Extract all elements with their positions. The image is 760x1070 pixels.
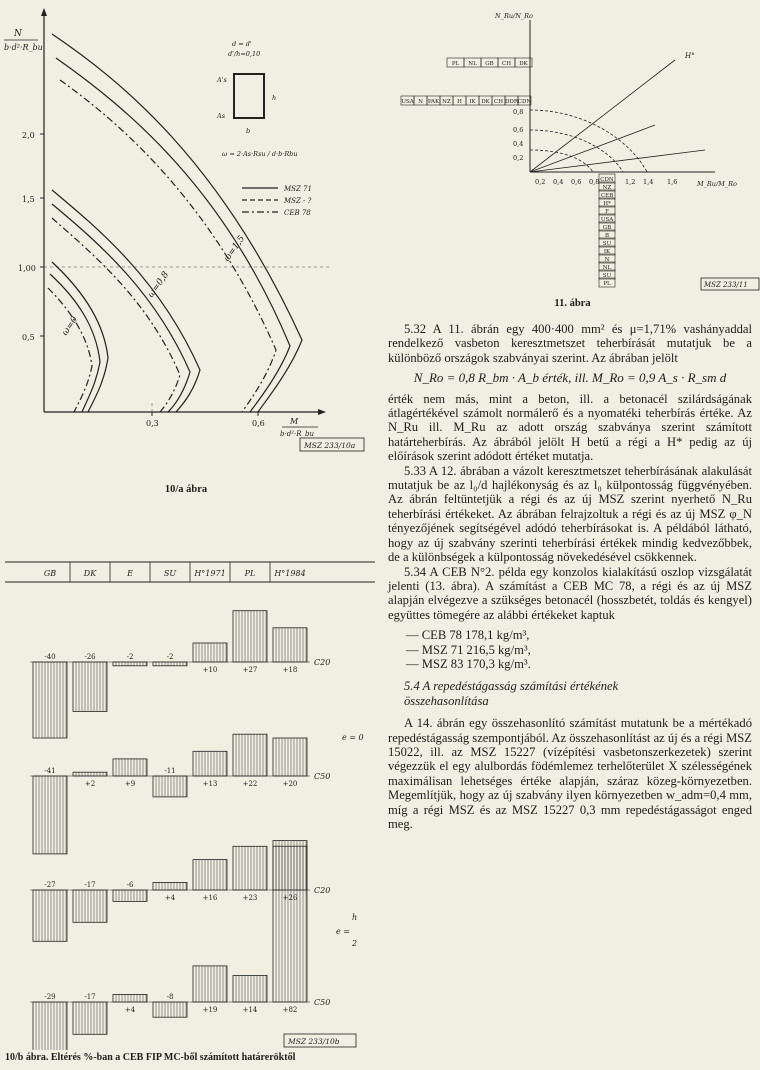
bar-hatch <box>76 890 106 922</box>
bar <box>33 1002 67 1050</box>
figure-10a-caption: 10/a ábra <box>164 484 208 495</box>
row-label: C20 <box>314 658 331 667</box>
country-label: SU <box>602 273 612 279</box>
bar <box>153 1002 187 1017</box>
x-tick: 0,2 <box>535 178 546 186</box>
bar <box>153 882 187 890</box>
legend <box>242 185 312 217</box>
paragraph: érték nem más, mint a beton, ill. a betonacél szilárdságának átlagértékével számolt normálerő és a nyomatéki teherbírás értéke. Az N_Ru ill. M_Ru az adott ország szabványa szerint számított határteherbírás. Az ábrából jelölt H betű a régi a H* pedig az új előírások szerint adódott értéket mutatja. <box>388 391 752 464</box>
bar-value-label: +19 <box>202 1006 218 1014</box>
x-tick: 0,8 <box>589 178 600 186</box>
x-tick: 1,6 <box>667 178 678 186</box>
bar-value-label: -41 <box>44 767 56 775</box>
bar <box>273 738 307 776</box>
bar-hatch <box>196 966 226 1002</box>
formula: N_Ro = 0,8 R_bm · A_b érték, ill. M_Ro = 0,9 A_s · R_sm d <box>413 370 727 386</box>
x-axis-label: M_Ru/M_Ro <box>697 180 737 188</box>
side-label: e = 0 <box>342 733 364 742</box>
bar-value-label: +27 <box>242 666 258 674</box>
bar <box>193 860 227 890</box>
bar-hatch <box>156 882 186 890</box>
bar <box>233 846 267 890</box>
bar <box>33 776 67 854</box>
legend-item: CEB 78 <box>284 209 311 217</box>
list-item: — CEB 78 178,1 kg/m³, <box>406 628 530 643</box>
list-item: — MSZ 71 216,5 kg/m³, <box>406 642 531 657</box>
paragraph: 5.33 A 12. ábrában a vázolt keresztmetszet teherbírásának alakulását mutatjuk be az l₀/d hajlékonyság és az l₀ külpontosság függvényében. Az ábrán feltüntetjük a régi és az új MSZ szerint nyerhető N_Ru teherbírási értékeket. Az ábrában felrajzoltuk a régi és az új MSZ φ_N tényezőjének segítségével adódó teherbírásokat is. A példából látható, hogy az új szabvány szerinti teherbírási értékek mindig kedvezőbbek, de a különbségek a külpontosság növekedésével csökkennek. <box>388 463 752 565</box>
figure-11 <box>385 0 760 300</box>
paragraph: 5.32 A 11. ábrán egy 400·400 mm² és μ=1,71% vashányaddal rendelkező vasbeton keresztmetszet teherbírását mutatjuk be a különböző országok szabványai szerint. Az ábrában jelölt <box>388 322 752 365</box>
column-header: E <box>127 569 133 578</box>
bar <box>73 662 107 711</box>
country-label: CH <box>493 99 504 105</box>
country-label: CEB <box>600 193 614 199</box>
y-tick: 0,6 <box>513 126 524 134</box>
bar-hatch <box>196 643 226 662</box>
bar-value-label: +14 <box>242 1006 258 1014</box>
bar-hatch <box>36 662 66 738</box>
country-label: NZ <box>442 99 451 105</box>
y-tick: 1,5 <box>22 195 35 204</box>
inset-note: b <box>246 127 251 135</box>
side-label: e = <box>336 927 350 936</box>
country-label: CDN <box>600 177 614 183</box>
bar-value-label: -17 <box>84 881 96 889</box>
figure-10b <box>0 550 380 1050</box>
bar-value-label: -2 <box>126 653 134 661</box>
column-header: GB <box>43 569 57 578</box>
section-heading: 5.4 A repedéstágasság számítási értékének <box>404 679 619 694</box>
line-label: H° <box>685 52 695 60</box>
y-tick: 1,00 <box>18 264 36 273</box>
curve-label: ω=1,5 <box>222 234 248 264</box>
side-label: 2 <box>352 939 358 948</box>
bar-value-label: +20 <box>282 780 298 788</box>
curve-label: ω=0 <box>60 315 81 338</box>
bar-value-label: -17 <box>84 993 96 1001</box>
bar-value-label: -29 <box>44 993 56 1001</box>
bar-chart-header <box>44 562 306 582</box>
bar-value-label: +2 <box>84 780 96 788</box>
y-tick: 0,8 <box>513 108 524 116</box>
figure-stamp: MSZ 233/10b <box>288 1037 340 1046</box>
country-label: NL <box>602 265 612 271</box>
row-label: C50 <box>314 772 331 781</box>
bar-value-label: -11 <box>164 767 176 775</box>
country-label: F <box>605 209 609 215</box>
bar-value-label: +13 <box>202 780 218 788</box>
x-tick: 0,6 <box>571 178 582 186</box>
bar <box>33 662 67 738</box>
cross-section-inset <box>216 40 298 158</box>
column-header: H°1971 <box>194 569 226 578</box>
country-label: PL <box>603 281 611 287</box>
country-label: PAK <box>427 99 440 105</box>
bar-hatch <box>276 738 306 776</box>
bar-hatch <box>116 890 146 901</box>
bar-hatch <box>236 611 266 662</box>
bar-value-label: +82 <box>282 1006 298 1014</box>
legend-item: MSZ - ? <box>284 197 312 205</box>
figure-10b-caption: 10/b ábra. Eltérés %-ban a CEB FIP MC-ből számított határeröktől <box>5 1052 296 1063</box>
bar-value-label: -27 <box>44 881 56 889</box>
y-axis-label-top: N <box>14 29 22 39</box>
figure-stamp: MSZ 233/10a <box>304 441 356 450</box>
bar-hatch <box>76 772 106 776</box>
country-label: NZ <box>602 185 612 191</box>
country-label: H <box>457 99 462 105</box>
bar-value-label: +18 <box>282 666 298 674</box>
country-label: USA <box>401 99 414 105</box>
inset-note: A's <box>217 76 227 84</box>
bar-hatch <box>236 734 266 776</box>
bar-value-label: +9 <box>124 780 136 788</box>
y-tick: 0,5 <box>22 333 35 342</box>
inset-note: As <box>217 112 226 120</box>
country-label: IK <box>469 99 476 105</box>
inset-note: d = d' <box>232 40 252 48</box>
bar <box>193 751 227 776</box>
bar-value-label: -6 <box>126 881 134 889</box>
country-label: N <box>604 257 610 263</box>
inset-note: d'/h=0,10 <box>228 50 261 58</box>
x-tick: 1,2 <box>625 178 636 186</box>
y-tick: 0,4 <box>513 140 524 148</box>
bar-hatch <box>76 662 106 711</box>
figure-11-caption: 11. ábra <box>554 298 591 309</box>
bar <box>113 890 147 901</box>
bar-hatch <box>156 1002 186 1017</box>
bar <box>273 628 307 662</box>
curve-label: ω=0,8 <box>146 270 172 300</box>
bar-hatch <box>116 759 146 776</box>
bar-value-label: +22 <box>242 780 258 788</box>
column-header: DK <box>83 569 97 578</box>
x-tick: 1,4 <box>643 178 654 186</box>
country-label: DDR <box>505 99 518 105</box>
bar <box>113 662 147 666</box>
side-label: h <box>352 913 358 922</box>
y-axis-label: N_Ru/N_Ro <box>495 12 533 20</box>
inset-note: ω = 2·As·Rsu / d·b·Rbu <box>222 150 298 158</box>
bar-value-label: -26 <box>84 653 96 661</box>
text-column <box>388 322 752 831</box>
bar-value-label: +23 <box>242 894 258 902</box>
bar <box>273 846 307 1002</box>
country-label: USA <box>600 217 614 223</box>
bar-hatch <box>196 860 226 890</box>
row-label: C20 <box>314 886 331 895</box>
y-tick: 2,0 <box>22 131 35 140</box>
bar-hatch <box>116 662 146 666</box>
x-tick: 0,3 <box>146 419 159 428</box>
bar <box>233 611 267 662</box>
bar-value-label: +26 <box>282 894 298 902</box>
country-label: NL <box>468 61 477 67</box>
section-heading: összehasonlítása <box>404 693 489 708</box>
bar <box>153 662 187 666</box>
bar-hatch <box>36 776 66 854</box>
country-label: SU <box>602 241 612 247</box>
figure-10a <box>0 0 372 505</box>
legend-item: MSZ 71 <box>284 185 312 193</box>
bar-value-label: +4 <box>124 1006 136 1014</box>
country-label: B <box>604 233 610 239</box>
bar <box>193 966 227 1002</box>
bar-value-label: -8 <box>166 993 174 1001</box>
bar-hatch <box>36 890 66 941</box>
bar-hatch <box>36 1002 66 1050</box>
bar-hatch <box>236 846 266 890</box>
column-header: PL <box>244 569 256 578</box>
bar <box>73 890 107 922</box>
y-tick: 0,2 <box>513 154 524 162</box>
x-axis-label-top: M <box>290 417 299 426</box>
bar-hatch <box>156 662 186 666</box>
bar <box>73 1002 107 1034</box>
bar <box>273 841 307 890</box>
country-label: CH <box>501 61 512 67</box>
bar <box>33 890 67 941</box>
bar-value-label: +16 <box>202 894 218 902</box>
inset-note: h <box>272 94 277 102</box>
column-header: SU <box>163 569 177 578</box>
bar-hatch <box>276 628 306 662</box>
country-label: GB <box>602 225 612 231</box>
bar <box>233 734 267 776</box>
bar-value-label: +4 <box>164 894 176 902</box>
x-tick: 0,6 <box>252 419 265 428</box>
bar-hatch <box>156 776 186 797</box>
list-item: — MSZ 83 170,3 kg/m³. <box>406 656 531 671</box>
bar <box>113 759 147 776</box>
country-label: CDN <box>517 99 532 105</box>
bar <box>73 772 107 776</box>
bar <box>233 975 267 1002</box>
x-axis-label-bot: b·d²·R_bu <box>280 430 314 438</box>
bar-value-label: -2 <box>166 653 174 661</box>
bar <box>113 994 147 1002</box>
x-tick: 0,4 <box>553 178 564 186</box>
row-label: C50 <box>314 998 331 1007</box>
bar <box>193 643 227 662</box>
bar-hatch <box>236 975 266 1002</box>
country-label: PL <box>451 61 460 67</box>
country-label: IK <box>603 249 611 255</box>
bar-hatch <box>196 751 226 776</box>
column-header: H°1984 <box>274 569 306 578</box>
country-label: GB <box>485 61 494 67</box>
bar <box>153 776 187 797</box>
y-axis-label-bot: b·d²·R_bu <box>4 43 43 52</box>
bar-value-label: -40 <box>44 653 56 661</box>
bar-chart-bars <box>30 611 330 1050</box>
country-label: N <box>418 99 423 105</box>
country-label: H* <box>603 201 611 207</box>
figure-stamp: MSZ 233/11 <box>704 281 748 289</box>
bar-hatch <box>76 1002 106 1034</box>
bar-value-label: +10 <box>202 666 218 674</box>
paragraph: A 14. ábrán egy összehasonlító számítást mutatunk be a mértékadó repedéstágasság szempontjából. Az összehasonlítást az új és a régi MSZ 15022, ill. az MSZ 15227 (vízépítési vasbetonszerkezetek) szerint végezzük el egy alulbordás födémlemez terhelőterület X szélességének maximálisan lehetséges értéke alapján, száraz közeg-környezetben. Megemlítjük, hogy az új szabvány ilyen környezetben w_adm=0,4 mm, míg a régi MSZ és az MSZ 15227 0,3 mm repedéstágasságot enged meg. <box>388 716 752 831</box>
country-label: DK <box>481 99 490 105</box>
bar-hatch <box>276 846 306 1002</box>
bar-hatch <box>116 994 146 1002</box>
paragraph: 5.34 A CEB N°2. példa egy konzolos kialakítású oszlop vizsgálatát jelenti (13. ábra). A számítást a CEB MC 78, a régi és az új MSZ alapján elvégezve a szükséges betonacél (hosszbetét, toldás és kengyel) együttes tömegére az alábbi értékeket kaptuk <box>388 564 752 622</box>
country-label: DK <box>519 61 528 67</box>
